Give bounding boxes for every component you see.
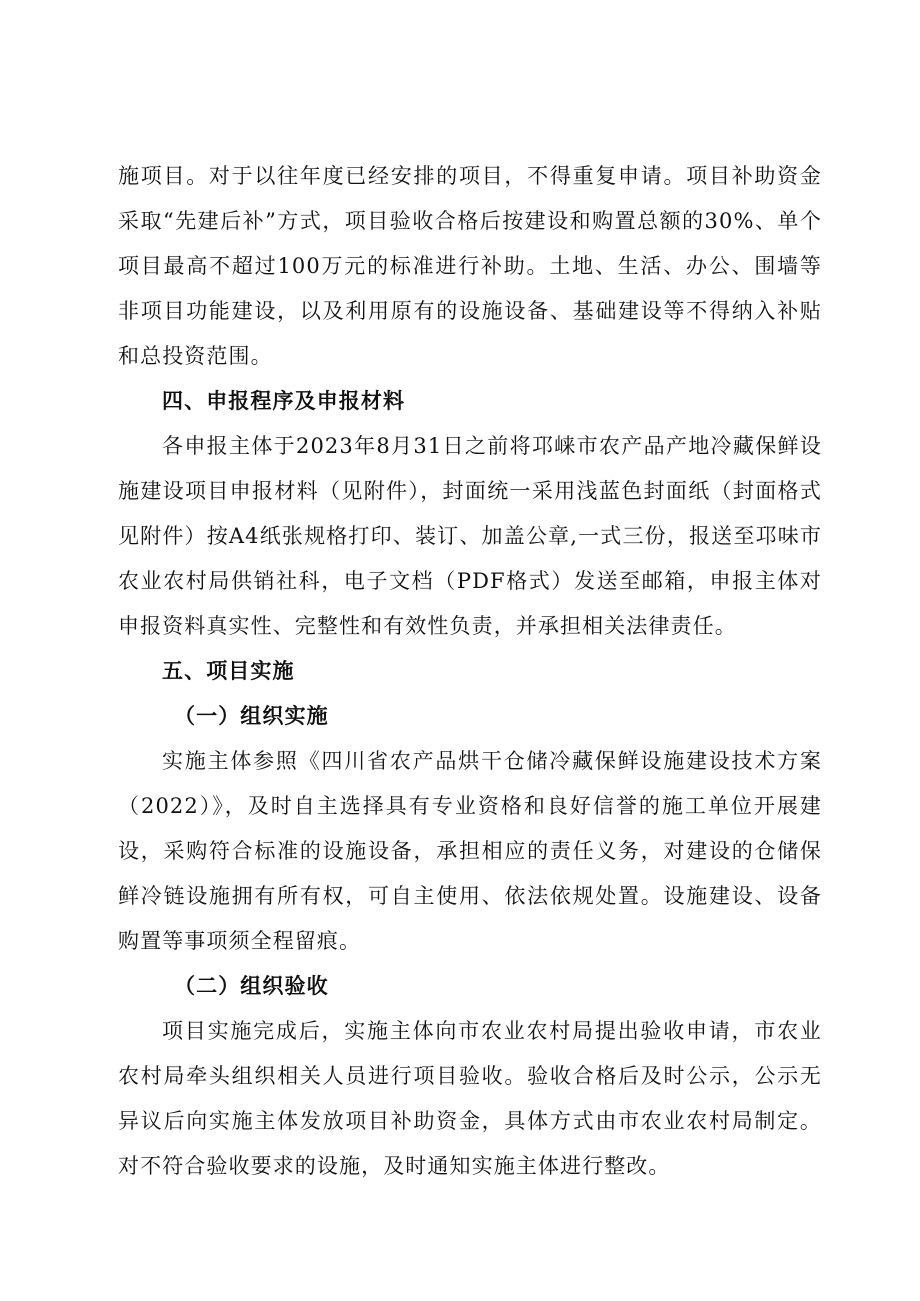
section-heading-application-procedure: 四、申报程序及申报材料 [162,389,406,413]
paragraph-acceptance-details: 项目实施完成后，实施主体向市农业农村局提出验收申请，市农业农村局牵头组织相关人员进行项目验收。验收合格后及时公示，公示无异议后向实施主体发放项目补助资金，具体方式由市农业农村局制定。对不符合验收要求的设施，及时通知实施主体进行整改。 [118,1019,822,1178]
subsection-heading-organize-acceptance: （二）组织验收 [174,974,329,998]
paragraph-application-materials: 各申报主体于2023年8月31日之前将邛崃市农产品产地冷藏保鲜设施建设项目申报材料（见附件），封面统一采用浅蓝色封面纸（封面格式见附件）按A4纸张规格打印、装订、加盖公章,一式三份，报送至邛味市农业农村局供销社科，电子文档（PDF格式）发送至邮箱，申报主体对申报资料真实性、完整性和有效性负责，并承担相关法律责任。 [118,434,822,638]
subsection-heading-organize-implementation: （一）组织实施 [174,704,329,728]
section-heading-project-implementation: 五、项目实施 [162,659,295,683]
document-body [118,154,822,1189]
paragraph-subsidy-policy: 施项目。对于以往年度已经安排的项目，不得重复申请。项目补助资金采取“先建后补”方式，项目验收合格后按建设和购置总额的30%、单个项目最高不超过100万元的标准进行补助。土地、生活、办公、围墙等非项目功能建设，以及利用原有的设施设备、基础建设等不得纳入补贴和总投资范围。 [118,164,822,368]
paragraph-implementation-details: 实施主体参照《四川省农产品烘干仓储冷藏保鲜设施建设技术方案（2022）》，及时自主选择具有专业资格和良好信誉的施工单位开展建设，采购符合标准的设施设备，承担相应的责任义务，对建设的仓储保鲜冷链设施拥有所有权，可自主使用、依法依规处置。设施建设、设备购置等事项须全程留痕。 [118,749,822,953]
